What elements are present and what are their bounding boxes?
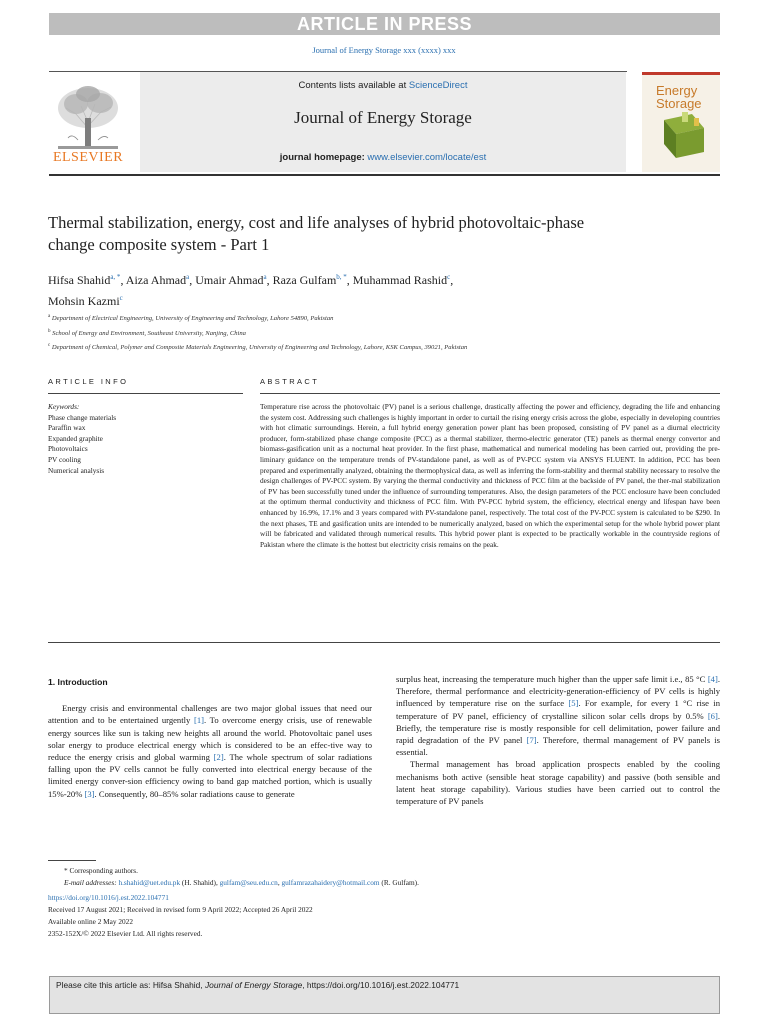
author-name[interactable]: Raza Gulfam — [272, 273, 337, 287]
body-text: . To overcome energy crisis, use of renewable energy sources like sun is taking new heights all around the world. Photovoltaic panel uses solar energy to produce electrical energy which is considered to be an effec-tive way to reduce the energy crisis and global warming — [48, 715, 372, 763]
journal-homepage-line — [140, 152, 626, 163]
author-affil-mark[interactable]: b, * — [336, 273, 347, 281]
affiliation-item — [48, 311, 668, 326]
affiliation-text: School of Energy and Environment, Southeast University, Nanjing, China — [52, 329, 246, 337]
author-name[interactable]: Aiza Ahmad — [125, 273, 187, 287]
journal-masthead — [140, 72, 626, 172]
author-affil-mark[interactable]: a — [186, 273, 190, 281]
email-owner: (H. Shahid), — [180, 878, 220, 887]
available-online-date: Available online 2 May 2022 — [48, 917, 133, 926]
affiliation-list — [48, 311, 668, 355]
author-name[interactable]: Hifsa Shahid — [48, 273, 111, 287]
email-owner: (R. Gulfam). — [379, 878, 419, 887]
corresponding-authors-note: * Corresponding authors. — [64, 866, 138, 875]
masthead-bottom-rule — [49, 174, 720, 176]
elsevier-wordmark: ELSEVIER — [52, 150, 124, 165]
body-text: . Therefore, thermal performance and electricity-generation-efficiency of PV cells is highly influenced by temperature rise on the surface — [396, 674, 720, 709]
body-column-left — [48, 676, 372, 800]
citation-link[interactable]: [5] — [568, 698, 579, 709]
received-dates: Received 17 August 2021; Received in revised form 9 April 2022; Accepted 26 April 2022 — [48, 905, 313, 914]
author-name[interactable]: Muhammad Rashid — [352, 273, 448, 287]
author-affil-mark[interactable]: c — [447, 273, 451, 281]
cover-battery-art-icon — [642, 72, 720, 172]
author-list: Hifsa Shahid$^{a, *}$, Aiza Ahmad$^a$, Umair Ahmad$^a$, Raza Gulfam$^{b, *}$, Muhammad Rashid$^c$, Mohsin Kazmi$^c$ — [48, 273, 454, 308]
citation-link[interactable]: [4] — [707, 674, 718, 684]
article-in-press-banner: ARTICLE IN PRESS — [49, 13, 720, 35]
affiliation-text: Department of Electrical Engineering, University of Engineering and Technology, Lahore 54890, Pakistan — [51, 315, 334, 323]
article-title: Thermal stabilization, energy, cost and life analyses of hybrid photovoltaic-phase change composite system - Part 1 — [48, 213, 585, 254]
doi-link[interactable]: https://doi.org/10.1016/j.est.2022.104771 — [48, 893, 169, 902]
author-affil-mark[interactable]: c — [119, 294, 123, 302]
article-info-rule — [48, 393, 243, 394]
affiliation-text: Department of Chemical, Polymer and Composite Materials Engineering, University of Engineering and Technology, Lahore, KSK Campus, 39021, Pakistan — [51, 344, 468, 352]
citation-prefix: Please cite this article as: Hifsa Shahid, — [56, 980, 205, 990]
citation-doi[interactable]: , https://doi.org/10.1016/j.est.2022.104771 — [302, 980, 460, 990]
body-column-right — [396, 673, 720, 807]
abstract-bottom-rule — [48, 642, 720, 643]
affiliation-item — [48, 340, 668, 355]
citation-link[interactable]: [6] — [707, 710, 718, 721]
journal-reference-link[interactable]: Journal of Energy Storage xxx (xxxx) xxx — [312, 45, 456, 55]
body-text: Energy crisis and environmental challenges are two major global issues that need our attention and to be entertained urgently — [48, 703, 372, 726]
abstract-heading: ABSTRACT — [260, 377, 320, 386]
email-label: E-mail addresses: — [64, 878, 117, 887]
citation-link[interactable]: [7] — [526, 735, 537, 746]
affiliation-item — [48, 326, 668, 341]
keyword-item: Phase change materials — [48, 412, 117, 422]
email-link[interactable]: gulfam@seu.edu.cn — [219, 878, 278, 887]
sciencedirect-link[interactable]: ScienceDirect — [408, 80, 468, 91]
keyword-item: Paraffin wax — [48, 423, 86, 433]
keywords-label: Keywords: — [48, 402, 80, 411]
body-text: . The whole spectrum of solar radiations falling upon the PV cells cannot be fully converted into electrical energy because of the limited energy conver-sion efficiency owing to band gap matched portion, which is usually 15%-20% — [48, 752, 372, 799]
affiliation-mark: a — [48, 314, 51, 319]
cover-title-line-1: Energy — [656, 83, 698, 98]
journal-name: Journal of Energy Storage — [294, 108, 472, 127]
citation-text — [56, 980, 459, 990]
affiliation-mark: c — [48, 343, 51, 349]
author-affil-mark[interactable]: a, * — [110, 273, 121, 281]
author-name[interactable]: Mohsin Kazmi — [48, 294, 120, 308]
abstract-rule — [260, 393, 720, 394]
abstract-text: Temperature rise across the photovoltaic (PV) panel is a serious challenge, drastically affecting the power and efficiency, degrading the life and enhancing the system cost. Addressing such challenges is highly important in order to curtail the rising energy crisis across the globe, especially in developing countries with hot climatic surroundings. Herein, a full hybrid energy generation power plant has been proposed, consisting of PV panel as a diurnal electricity producer, form-stabilized phase change composite (PCC) as a thermal stabilizer, thermo-electric generator (TE) panels as thermal energy convertor and biomass-gasification unit as a nocturnal heat provider. In the first phase, mathematical and numerical modeling has been carried out, providing the pre-liminary guidance on the temperature trends of PV-standalone panel, as well as of PV-PCC system via ANSYS FLUENT. In addition, PCC has been prepared and experimentally analyzed, obtaining the thermophysical data, as well as inferring the form-stability and thermal stability necessary to resolve the design challenges of PV-PCC system. By varying the thermal conductivity and thickness of PCC film at the backside of PV panel, the ther-mal stabilization of PV has been successfully tuned under the influence of surrounding temperatures. Also, the design parameters of the PCC enclosure have been concluded at the optimum thermal conductivity and thickness of PCC film. With PV-PCC hybrid system, the efficiency, electrical energy and lifespan have been enhanced by 16.9%, 17.1% and 3 years compared with PV-standalone panel, respectively. The total cost of the PV-PCC system is calculated to be $290. In the next phases, TE and gasification units are intended to be numerically analyzed, based on which the experimental setup for the whole hybrid power plant will be fabricated and validated through numerical results. This hybrid power plant is expected to be practically workable in the countryside regions of Pakistan where the climate is the hottest but electricity crisis remains on the peak. — [260, 402, 720, 549]
section-heading-introduction: 1. Introduction — [48, 677, 108, 687]
footnotes-block — [48, 865, 720, 940]
body-text: . Consequently, 80–85% solar radiations cause to generate — [94, 788, 295, 799]
contents-available-line — [140, 80, 626, 91]
keyword-item: Expanded graphite — [48, 433, 103, 443]
keyword-item: PV cooling — [48, 454, 81, 464]
citation-link[interactable]: [1] — [193, 715, 205, 726]
footnote-rule — [48, 860, 96, 861]
citation-journal: Journal of Energy Storage — [204, 980, 303, 990]
body-text: surplus heat, increasing the temperature much higher than the upper safe limit i.e., 85 °C — [396, 674, 708, 684]
copyright-notice: 2352-152X/© 2022 Elsevier Ltd. All rights reserved. — [48, 929, 203, 938]
email-link[interactable]: gulfamrazahaidery@hotmail.com — [281, 878, 380, 887]
email-addresses-line — [48, 877, 720, 889]
journal-cover-thumbnail[interactable] — [642, 72, 720, 172]
body-paragraph: Thermal management has broad application prospects enabled by the cooling mechanisms both active (sensible heat storage capability) and passive (both sensible and latent heat storage capability). Various studies have been carried out to control the temperature of PV panels — [396, 759, 720, 807]
body-text: . Briefly, the temperature rise is mostly responsible for cell delimitation, power failure and rapid degradation of the PV panel — [396, 710, 720, 746]
keyword-item: Photovoltaics — [48, 444, 88, 454]
body-paragraph — [396, 673, 720, 758]
article-info-heading: ARTICLE INFO — [48, 377, 129, 386]
body-text: . For example, for every 1 °C rise in temperature of PV panel, efficiency of crystalline silicon solar cells drops by 0.5% — [396, 698, 720, 721]
cover-title-line-2: Storage — [656, 96, 702, 111]
body-text: . Therefore, thermal management of PV panels is essential. — [396, 735, 720, 758]
email-separator: , — [277, 878, 282, 887]
keyword-item: Numerical analysis — [48, 465, 105, 475]
email-link[interactable]: h.shahid@uet.edu.pk — [118, 878, 181, 887]
citation-link[interactable]: [3] — [84, 788, 95, 799]
keywords-block — [48, 402, 243, 476]
affiliation-mark: b — [48, 328, 51, 334]
citation-box — [49, 976, 720, 1014]
author-name[interactable]: Umair Ahmad — [195, 273, 264, 287]
author-affil-mark[interactable]: a — [263, 273, 267, 281]
body-paragraph — [48, 702, 372, 800]
homepage-link[interactable]: www.elsevier.com/locate/est — [367, 152, 487, 163]
citation-link[interactable]: [2] — [213, 752, 224, 763]
contents-prefix: Contents lists available at — [298, 80, 409, 91]
homepage-label: journal homepage: — [279, 152, 365, 163]
